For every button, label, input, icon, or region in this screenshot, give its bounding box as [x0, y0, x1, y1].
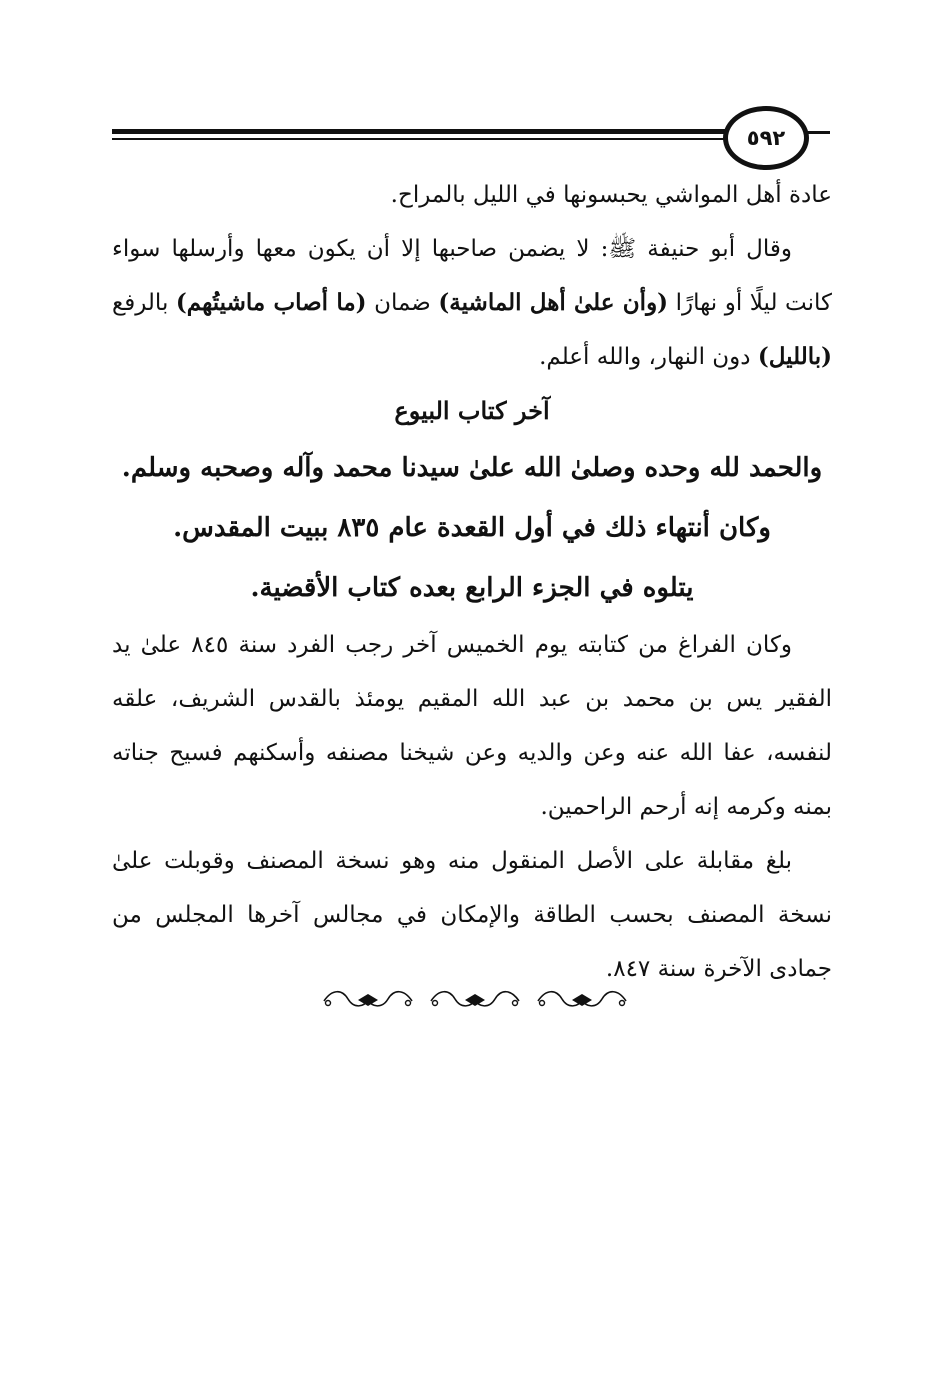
- heading-end-of-book: آخر كتاب البيوع: [394, 396, 550, 425]
- flourish-icon: [320, 987, 416, 1013]
- colophon-paragraph: وكان الفراغ من كتابته يوم الخميس آخر رجب الفرد سنة ٨٤٥ علىٰ يد الفقير يس بن محمد بن عبد الله المقيم يومئذ بالقدس الشريف، علقه لنفسه، عفا الله عنه وعن والديه وعن شيخنا مصنفه وأسكنهم فسيح جناته بمنه وكرمه إنه أرحم الراحمين.: [112, 632, 832, 820]
- paragraph-1: عادة أهل المواشي يحبسونها في الليل بالمراح.: [390, 182, 832, 208]
- praise-line: والحمد لله وحده وصلىٰ الله علىٰ سيدنا محمد وآله وصحبه وسلم.: [121, 453, 823, 483]
- flourish-icon: [427, 987, 523, 1013]
- header-rule-thin: [112, 138, 727, 140]
- p2-bold-d: (ما أصاب ماشيتُهم): [175, 289, 367, 316]
- page-body: [112, 168, 832, 996]
- header-rule-thick: [112, 129, 727, 134]
- page-number-badge: [723, 106, 809, 170]
- completion-line: وكان أنتهاء ذلك في أول القعدة عام ٨٣٥ ببيت المقدس.: [173, 513, 771, 543]
- p2-text-c: ضمان: [366, 290, 439, 316]
- flourish-icon: [534, 987, 630, 1013]
- paragraph-2: [112, 222, 832, 384]
- end-ornament: [320, 985, 630, 1015]
- p2-text-g: دون النهار، والله أعلم.: [539, 344, 758, 370]
- p2-bold-b: (وأن علىٰ أهل الماشية): [438, 289, 669, 316]
- p2-text-e: بالرفع: [112, 290, 176, 316]
- p2-text-a: وقال أبو حنيفة ﷺ: لا يضمن صاحبها إلا أن يكون معها وأرسلها سواء كانت ليلًا أو نهارًا: [112, 236, 832, 316]
- next-part-line: يتلوه في الجزء الرابع بعده كتاب الأقضية.: [250, 573, 694, 603]
- p2-bold-f: (بالليل): [757, 343, 832, 370]
- collation-paragraph: بلغ مقابلة على الأصل المنقول منه وهو نسخة المصنف وقوبلت علىٰ نسخة المصنف بحسب الطاقة والإمكان في مجالس آخرها المجلس من جمادى الآخرة سنة ٨٤٧.: [112, 848, 832, 982]
- page-number: ٥٩٢: [746, 126, 786, 150]
